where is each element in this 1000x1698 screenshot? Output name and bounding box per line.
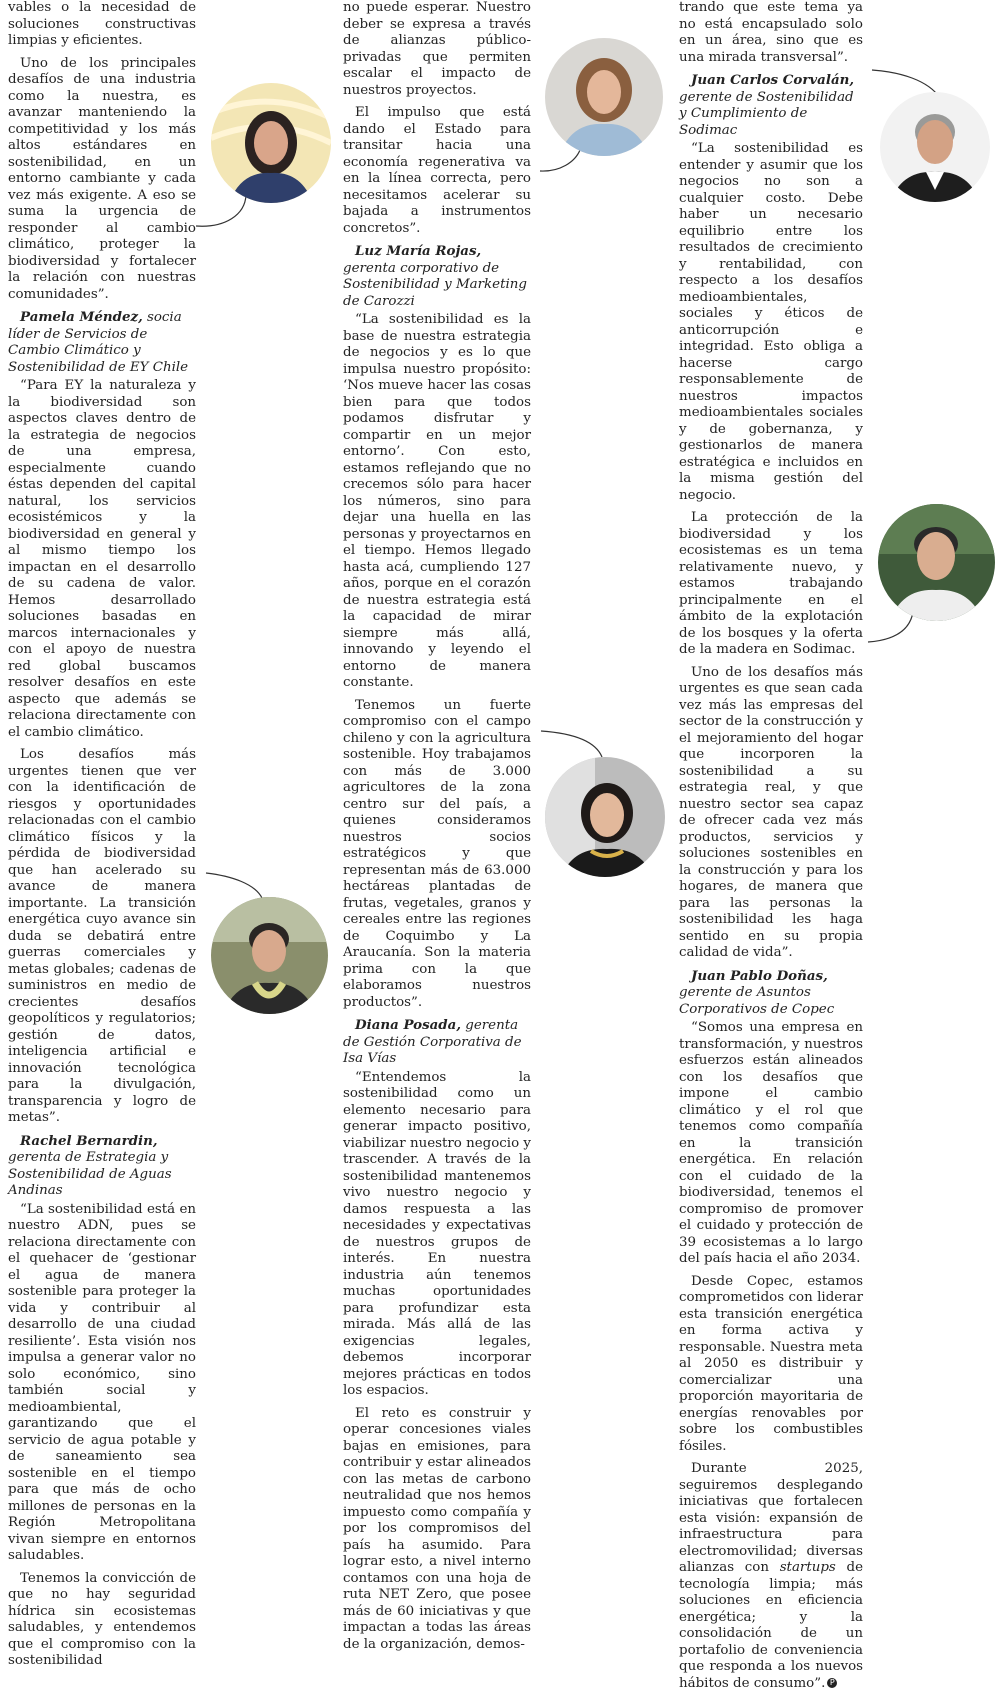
paragraph: “Entendemos la sostenibilidad como un elemento necesario para generar impacto positivo, viabilizar nuestro negocio y trascender. A través de la sostenibilidad mantenemos vivo nuestro negocio y damos respuesta a las necesidades y expectativas de nuestros grupos de interés. En nuestra industria aún tenemos muchas oportunidades para profundizar esta mirada. Más allá de las exigencias legales, debemos incorporar mejores prácticas en todos los espacios.: [343, 1069, 531, 1398]
speaker-role: gerenta de Estrategia y Sostenibilidad de Aguas Andinas: [8, 1150, 172, 1198]
paragraph: Uno de los desafíos más urgentes es que sean cada vez más las empresas del sector de la construcción y el mejoramiento del hogar que incorporen la sostenibilidad a su estrategia real, y que nuestro sector sea capaz de ofrecer cada vez más productos, servicios y soluciones sostenibles en la construcción y para los hogares, de manera que para las personas la sostenibilidad les haga sentido en su propia calidad de vida”.: [679, 664, 863, 960]
paragraph: no puede esperar. Nuestro deber se expresa a través de alianzas público-privadas que permiten escalar el impacto de nuestros proyectos.: [343, 0, 531, 98]
paragraph: La protección de la biodiversidad y los ecosistemas es un tema relativamente nuevo, y estamos trabajando principalmente en el ámbito de la explotación de los bosques y la oferta de la madera en Sodimac.: [679, 510, 863, 657]
paragraph: “La sostenibilidad está en nuestro ADN, pues se relaciona directamente con el quehacer de ‘gestionar el agua de manera sostenible para proteger la vida y contribuir al desarrollo de una ciudad resiliente’. Esta visión nos impulsa a generar valor no solo económico, sino también social y medioambiental, garantizando que el servicio de agua potable y de saneamiento sea sostenible en el tiempo para que más de ocho millones de personas en la Región Metropolitana vivan siempre en entornos saludables.: [8, 1201, 196, 1563]
paragraph: “La sostenibilidad es la base de nuestra estrategia de negocios y es lo que impulsa nuestro propósito: ‘Nos mueve hacer las cosas bien para que todos podamos disfrutar y compartir en un mejor entorno’. Con esto, estamos reflejando que no crecemos sólo para hacer los números, sino para dejar una huella en las personas y proyectarnos en el tiempo. Hemos llegado hasta acá, cumpliendo 127 años, porque en el corazón de nuestra estrategia está la capacidad de mirar siempre más allá, innovando y leyendo el entorno de manera constante.: [343, 312, 531, 690]
speaker-role: gerente de Sostenibilidad y Cumplimiento de Sodimac: [679, 89, 854, 138]
speaker-role: gerenta corporativo de Sostenibilidad y Marketing de Carozzi: [343, 260, 527, 309]
speaker-attribution: [8, 1133, 196, 1200]
speaker-name: Diana Posada,: [355, 1017, 462, 1033]
speaker-attribution: [679, 72, 863, 139]
speaker-role: socia líder de Servicios de Cambio Climático y Sostenibilidad de EY Chile: [8, 310, 189, 375]
speaker-attribution: [679, 968, 863, 1019]
speaker-name: Pamela Méndez,: [20, 309, 143, 325]
speaker-name: Juan Carlos Corvalán,: [691, 72, 855, 88]
column-3: [679, 0, 863, 1698]
paragraph: El impulso que está dando el Estado para transitar hacia una economía regenerativa va en la línea correcta, pero necesitamos acelerar su bajada a instrumentos concretos”.: [343, 105, 531, 236]
paragraph: “La sostenibilidad es entender y asumir que los negocios no son a cualquier costo. Debe haber un necesario equilibrio entre los resultados de crecimiento y rentabilidad, con respecto a los desafíos medioambientales, sociales y éticos de anticorrupción e integridad. Esto obliga a hacerse cargo responsablemente de nuestros impactos medioambientales sociales y de gobernanza, y gestionarlos de manera estratégica e incluidos en la misma gestión del negocio.: [679, 141, 863, 503]
speaker-name: Luz María Rojas,: [355, 243, 482, 259]
speaker-role: gerenta de Gestión Corporativa de Isa Vías: [343, 1018, 522, 1066]
paragraph-emphasis: startups: [779, 1560, 836, 1575]
portrait-juan-pablo-donas: [878, 504, 995, 621]
paragraph-text: de tecnología limpia; más soluciones en eficiencia energética; y la consolidación de un portafolio de conveniencia que responda a los nuevos hábitos de consumo”.: [679, 1560, 863, 1691]
end-of-article-icon: P: [827, 1678, 837, 1688]
paragraph: [679, 1461, 863, 1692]
speaker-attribution: [343, 1017, 531, 1068]
paragraph: Tenemos la convicción de que no hay seguridad hídrica sin ecosistemas saludables, y entendemos que el compromiso con la sostenibilidad: [8, 1570, 196, 1668]
column-2: [343, 0, 531, 1659]
paragraph: “Somos una empresa en transformación, y nuestros esfuerzos están alineados con los desafíos que impone el cambio climático y el rol que tenemos como compañía en la transición energética. En relación con el cuidado de la biodiversidad, tenemos el compromiso de promover el cuidado y protección de 39 ecosistemas a lo largo del país hacia el año 2034.: [679, 1020, 863, 1266]
speaker-attribution: [343, 243, 531, 310]
paragraph: Uno de los principales desafíos de una industria como la nuestra, es avanzar manteniendo la competitividad y los más altos estándares en sostenibilidad, en un entorno cambiante y cada vez más exigente. A eso se suma la urgencia de responder al cambio climático, proteger la biodiversidad y fortalecer la relación con nuestras comunidades”.: [8, 55, 196, 302]
paragraph: Desde Copec, estamos comprometidos con liderar esta transición energética en forma activa y responsable. Nuestra meta al 2050 es distribuir y comercializar una proporción mayoritaria de energías renovables por sobre los combustibles fósiles.: [679, 1273, 863, 1454]
portrait-luz-maria-rojas: [545, 38, 663, 156]
paragraph: trando que este tema ya no está encapsulado solo en un área, sino que es una mirada transversal”.: [679, 0, 863, 65]
paragraph: El reto es construir y operar concesiones viales bajas en emisiones, para contribuir y estar alineados con las metas de carbono neutralidad que nos hemos impuesto como compañía y por los compromisos del país ha asumido. Para lograr esto, a nivel interno contamos con una hoja de ruta NET Zero, que posee más de 60 iniciativas y que impactan a todas las áreas de la organización, demos-: [343, 1405, 531, 1652]
portrait-pamela-mendez: [211, 83, 331, 203]
paragraph: Tenemos un fuerte compromiso con el campo chileno y con la agricultura sostenible. Hoy trabajamos con más de 3.000 agricultores de la zona centro sur del país, a quienes consideramos nuestros socios estratégicos y que representan más de 63.000 hectáreas plantadas de frutas, vegetales, granos y cereales entre las regiones de Coquimbo y La Araucanía. Son la materia prima con la que elaboramos nuestros productos”.: [343, 697, 531, 1010]
portrait-diana-posada: [545, 757, 665, 877]
speaker-attribution: [8, 309, 196, 376]
paragraph-text: Durante 2025, seguiremos desplegando iniciativas que fortalecen esta visión: expansión de infraestructura para electromovilidad; diversas alianzas con: [679, 1461, 863, 1575]
paragraph: “Para EY la naturaleza y la biodiversidad son aspectos claves dentro de la estrategia de negocios de una empresa, especialmente cuando éstas dependen del capital natural, los servicios ecosistémicos y la biodiversidad en general y al mismo tiempo los impactan en el desarrollo de su cadena de valor. Hemos desarrollado soluciones basadas en marcos internacionales y con el apoyo de nuestra red global buscamos resolver desafíos en este aspecto que además se relaciona directamente con el cambio climático.: [8, 378, 196, 740]
paragraph: vables o la necesidad de soluciones constructivas limpias y eficientes.: [8, 0, 196, 48]
portrait-rachel-bernardin: [211, 897, 328, 1014]
speaker-role: gerente de Asuntos Corporativos de Copec: [679, 985, 835, 1017]
paragraph: Los desafíos más urgentes tienen que ver con la identificación de riesgos y oportunidades relacionadas con el cambio climático físicos y la pérdida de biodiversidad que han acelerado su avance de manera importante. La transición energética cuyo avance sin duda se debatirá entre guerras comerciales y metas globales; cadenas de suministros en medio de crecientes desafíos geopolíticos y regulatorios; gestión de datos, inteligencia artificial e innovación tecnológica para la divulgación, transparencia y logro de metas”.: [8, 747, 196, 1125]
portrait-juan-carlos-corvalan: [880, 92, 990, 202]
speaker-name: Juan Pablo Doñas,: [691, 967, 828, 984]
speaker-name: Rachel Bernardin,: [20, 1132, 158, 1149]
column-1: [8, 0, 196, 1676]
